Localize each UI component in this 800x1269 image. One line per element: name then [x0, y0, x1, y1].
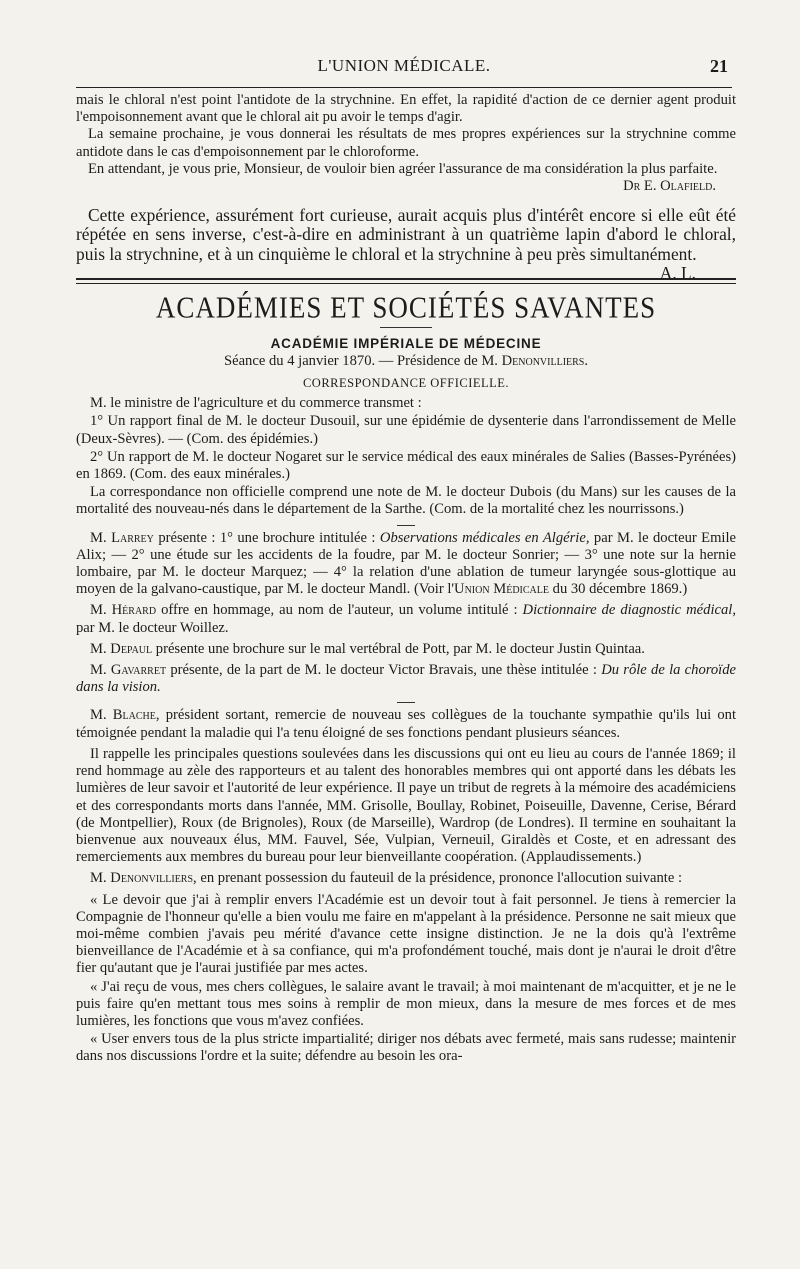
paragraph-larrey [76, 530, 736, 599]
journal-title: L'UNION MÉDICALE. [317, 56, 491, 75]
letter-paragraph: En attendant, je vous prie, Monsieur, de vouloir bien agréer l'assurance de ma considération la plus parfaite. [88, 160, 718, 177]
paragraph-gavarret [76, 662, 736, 696]
m-label: M. [90, 529, 107, 546]
seance-text: Séance du 4 janvier 1870. — Présidence de M. [223, 353, 498, 370]
letter-paragraph: mais le chloral n'est point l'antidote de la strychnine. En effet, la rapidité d'action de ce dernier agent produit l'empoisonnement avant que le chloral ait pu avoir le temps d'agir. [76, 92, 736, 126]
seance-line [76, 353, 736, 370]
quote-paragraph: « User envers tous de la plus stricte impartialité; diriger nos débats avec fermeté, mais sans rudesse; maintenir dans nos discussions l'ordre et la suite; défendre au besoin les ora- [76, 1031, 736, 1065]
text-run: offre en hommage, au nom de l'auteur, un volume intitulé : [161, 602, 518, 619]
work-title: Dictionnaire de diagnostic médical, [522, 602, 736, 619]
editor-initials: A. L. [659, 263, 696, 284]
correspondance-heading: CORRESPONDANCE OFFICIELLE. [302, 376, 510, 391]
letter-signature: Dr E. Olafield. [623, 178, 716, 195]
separator [397, 525, 415, 526]
quote-paragraph: « Le devoir que j'ai à remplir envers l'Académie est un devoir tout à fait personnel. Je tiens à remercier la Compagnie de l'honneur qu'elle a bien voulu me faire en m'appelant à la présidence. Personne ne sait mieux que moi-même combien j'avais peu mérité d'avance cette insigne distinction. Je ne la dois qu'à l'extrême bienveillance de l'Académie et à sa confiance, qui m'a profondément touché, mais dont je n'aurai le droit d'être fier qu'autant que je l'aurai justifiée par mes actes. [76, 891, 736, 977]
paragraph-herard [76, 602, 736, 636]
separator [397, 702, 415, 703]
paragraph-item2: 2° Un rapport de M. le docteur Nogaret sur le service médical des eaux minérales de Salies (Basses-Pyrénées) en 1869. (Com. des eaux minérales.) [76, 448, 736, 483]
person-name: Denonvilliers [110, 870, 194, 887]
work-title: Observations médicales en Algérie, [379, 529, 590, 546]
page-number: 21 [710, 56, 728, 76]
m-label: M. [90, 602, 107, 619]
title-underline [380, 327, 432, 328]
m-label: M. [90, 662, 107, 679]
text-run: , président sortant, remercie de nouveau ses collègues de la touchante sympathie qu'ils lui ont témoignée pendant la maladie qui l'a tenu éloigné de ses fonctions pendant plusieurs séances. [76, 707, 736, 741]
paragraph-item1: 1° Un rapport final de M. le docteur Dusouil, sur une épidémie de dysenterie dans l'arrondissement de Melle (Deux-Sèvres). — (Com. des épidémies.) [76, 413, 736, 447]
editor-comment [76, 205, 736, 284]
text-run: du 30 décembre 1869.) [552, 581, 688, 598]
text-run: , en prenant possession du fauteuil de la présidence, prononce l'allocution suivante : [193, 870, 682, 887]
paragraph-minister: M. le ministre de l'agriculture et du commerce transmet : [90, 395, 422, 412]
president-name: Denonvilliers. [501, 353, 589, 370]
paragraph-rappel: Il rappelle les principales questions soulevées dans les discussions qui ont eu lieu au cours de l'année 1869; il rend hommage au zèle des rapporteurs et au talent des honorables membres qui ont apporté dans les débats les lumières de leur savoir et l'autorité de leur expérience. Il paye un tribut de regrets à la mémoire des académiciens et des correspondants morts dans l'année, MM. Grisolle, Boullay, Robinet, Poiseuille, Davenne, Cerise, Bérard (de Montpellier), Roux (de Brignoles), Roux (de Marseille), Wardrop (de Londres). Il termine en souhaitant la bienvenue aux nouveaux élus, MM. Fauvel, Sée, Vulpian, Verneuil, Giraldès et Coste, et en adressant des remerciements aux membres du bureau pour leur bienveillante coopération. (Applaudissements.) [76, 745, 736, 866]
academy-heading: ACADÉMIE IMPÉRIALE DE MÉDECINE [270, 336, 542, 352]
editor-comment-text: Cette expérience, assurément fort curieuse, aurait acquis plus d'intérêt encore si elle eût été répétée en sens inverse, c'est-à-dire en administrant à un quatrième lapin d'abord le chloral, puis la strychnine, et à un cinquième le chloral et la strychnine à peu près simultanément. [76, 205, 736, 264]
header-rule [76, 87, 732, 88]
person-name: Larrey [111, 529, 154, 546]
running-header [76, 56, 732, 80]
journal-name: Union Médicale [454, 581, 549, 598]
text-run: présente : 1° une brochure intitulée : [158, 529, 376, 546]
person-name: Hérard [111, 602, 157, 619]
text-run: par M. le docteur Woillez. [76, 619, 229, 636]
m-label: M. [90, 707, 107, 724]
work-title: Du rôle de la choroïde dans la vision. [76, 662, 737, 696]
quote-paragraph: « J'ai reçu de vous, mes chers collègues, le salaire avant le travail; à moi maintenant de m'acquitter, et je ne le puis faire qu'en mettant tous mes soins à remplir de mon mieux, dans la mesure de mes forces et de mes lumières, les fonctions que vous m'avez confiées. [76, 978, 736, 1029]
paragraph-blache [76, 707, 736, 741]
paragraph-denonvilliers [76, 870, 736, 887]
person-name: Gavarret [110, 662, 167, 679]
m-label: M. [90, 640, 107, 657]
letter-paragraph: La semaine prochaine, je vous donnerai les résultats de mes propres expériences sur la strychnine comme antidote dans le cas d'empoisonnement par le chloroforme. [76, 126, 736, 160]
section-rule [76, 278, 736, 284]
paragraph-depaul [76, 641, 736, 658]
section-title: ACADÉMIES ET SOCIÉTÉS SAVANTES [155, 289, 657, 325]
text-run: présente une brochure sur le mal vertébral de Pott, par M. le docteur Justin Quintaa. [155, 640, 645, 657]
page-body [76, 92, 736, 1066]
person-name: Depaul [110, 640, 153, 657]
person-name: Blache [112, 707, 156, 724]
paragraph-nonofficial: La correspondance non officielle comprend une note de M. le docteur Dubois (du Mans) sur les causes de la mortalité des nouveau-nés dans le département de la Sarthe. (Com. de la mortalité chez les nourrissons.) [76, 484, 736, 518]
text-run: par M. le docteur Emile Alix; — 2° une étude sur les accidents de la foudre, par M. le docteur Sonrier; — 3° une note sur la hernie lombaire, par M. le docteur Marquez; — 4° la relation d'une ablation de tumeur laryngée sous-glottique au moyen de la galvano-caustique, par M. le docteur Mandl. (Voir l' [76, 529, 737, 598]
text-run: présente, de la part de M. le docteur Victor Bravais, une thèse intitulée : [170, 662, 597, 679]
m-label: M. [90, 870, 107, 887]
